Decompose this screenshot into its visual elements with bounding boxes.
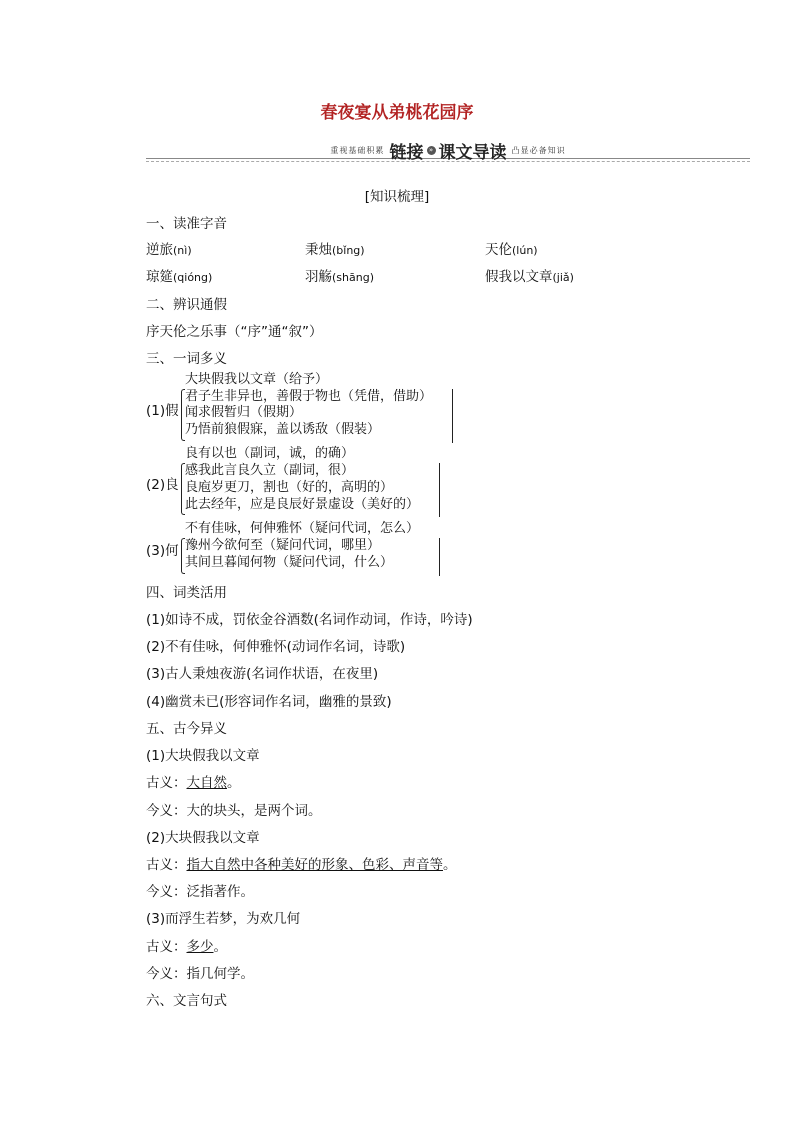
- pronunciation-item: 逆旅(nì): [146, 242, 192, 258]
- section-heading-sentence-patterns: 六、文言句式: [146, 993, 227, 1009]
- banner-text: [146, 138, 750, 163]
- brace-right: [437, 538, 440, 576]
- pronunciation-item: 秉烛(bǐng): [305, 242, 365, 258]
- brace-right: [450, 389, 453, 443]
- pronunciation-item: 琼筵(qióng): [146, 269, 213, 285]
- double-chevron-icon: »: [427, 146, 436, 155]
- polysemy-example: 此去经年，应是良辰好景虚设（美好的）: [185, 497, 420, 512]
- polysemy-example: 良庖岁更刀，割也（好的，高明的）: [185, 480, 394, 495]
- section-heading-meaning-change: 五、古今异义: [146, 721, 227, 737]
- meaning-question: (2)大块假我以文章: [146, 830, 260, 846]
- pronunciation-item: 假我以文章(jiǎ): [485, 269, 574, 285]
- polysemy-example: 其间旦暮闻何物（疑问代词，什么）: [185, 555, 394, 570]
- modern-meaning: 今义：指几何学。: [146, 966, 254, 982]
- word-class-line: (3)古人秉烛夜游(名词作状语，在夜里): [146, 666, 379, 682]
- section-heading-polysemy: 三、一词多义: [146, 351, 227, 367]
- section-heading-word-class: 四、词类活用: [146, 585, 227, 601]
- modern-meaning: 今义：泛指著作。: [146, 884, 254, 900]
- page-title: 春夜宴从弟桃花园序: [320, 103, 474, 123]
- banner-right-caption: 凸显必备知识: [511, 146, 566, 155]
- ancient-meaning: 古义：多少。: [146, 939, 227, 955]
- polysemy-example: 乃悟前狼假寐，盖以诱敌（假装）: [185, 422, 381, 437]
- polysemy-example: 君子生非异也，善假于物也（凭借，借助）: [185, 389, 433, 404]
- polysemy-example: 感我此言良久立（副词，很）: [185, 463, 355, 478]
- section-banner: [146, 138, 750, 164]
- polysemy-example: 不有佳咏，何伸雅怀（疑问代词，怎么）: [185, 521, 420, 536]
- polysemy-example: 豫州今欲何至（疑问代词，哪里）: [185, 538, 381, 553]
- meaning-question: (3)而浮生若梦，为欢几何: [146, 911, 301, 927]
- ancient-meaning: 古义：指大自然中各种美好的形象、色彩、声音等。: [146, 857, 457, 873]
- modern-meaning: 今义：大的块头，是两个词。: [146, 803, 322, 819]
- ancient-meaning: 古义：大自然。: [146, 775, 241, 791]
- pronunciation-item: 天伦(lún): [485, 242, 538, 258]
- banner-left-caption: 重视基础积累: [330, 146, 385, 155]
- section-tag: [知识梳理]: [364, 189, 430, 205]
- pronunciation-item: 羽觞(shāng): [305, 269, 374, 285]
- polysemy-example: 大块假我以文章（给予）: [185, 372, 329, 387]
- tongjia-line: 序天伦之乐事（“序”通“叙”）: [146, 324, 323, 340]
- section-heading-pronunciation: 一、读准字音: [146, 216, 227, 232]
- meaning-question: (1)大块假我以文章: [146, 748, 260, 764]
- section-heading-tongjia: 二、辨识通假: [146, 297, 227, 313]
- brace-right: [437, 463, 440, 517]
- polysemy-label: (3)何: [146, 543, 179, 559]
- polysemy-label: (1)假: [146, 403, 179, 419]
- word-class-line: (1)如诗不成，罚依金谷酒数(名词作动词，作诗，吟诗): [146, 612, 473, 628]
- banner-main-label: 课文导读: [438, 143, 507, 163]
- polysemy-example: 良有以也（副词，诚，的确）: [185, 446, 355, 461]
- word-class-line: (4)幽赏未已(形容词作名词，幽雅的景致): [146, 694, 392, 710]
- word-class-line: (2)不有佳咏，何伸雅怀(动词作名词，诗歌): [146, 639, 406, 655]
- polysemy-label: (2)良: [146, 477, 179, 493]
- polysemy-example: 闻求假暂归（假期）: [185, 405, 303, 420]
- banner-link-label: 链接: [389, 143, 424, 163]
